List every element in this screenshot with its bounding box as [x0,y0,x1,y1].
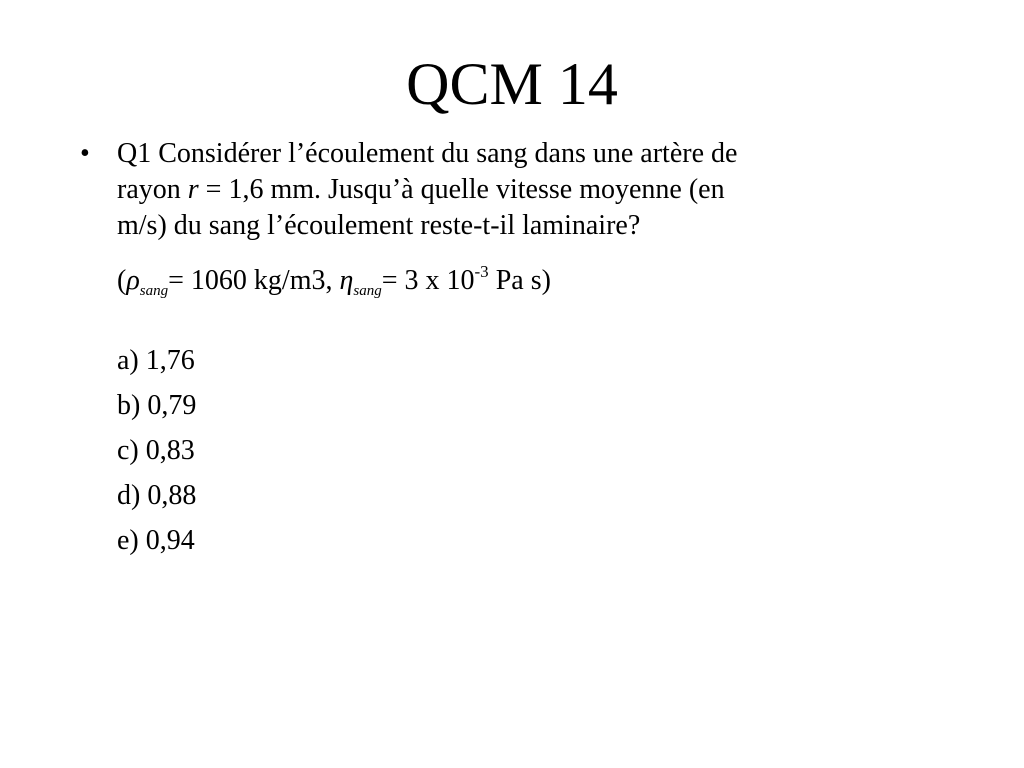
viscosity-unit: Pa s) [488,265,551,296]
physical-parameters [117,254,551,309]
radius-variable: r [187,174,199,205]
question-line-3: m/s) du sang l’écoulement reste-t-il laminaire? [117,210,641,241]
answer-option-c: c) 0,83 [117,435,195,466]
answer-option-d: d) 0,88 [117,480,197,511]
viscosity-value: = 3 x 10 [381,265,475,296]
density-value: = 1060 kg/m3, [168,265,340,296]
bullet-point: • [80,138,90,169]
answer-option-e: e) 0,94 [117,525,195,556]
rho-subscript: sang [139,283,169,299]
question-line-2-end: = 1,6 mm. Jusqu’à quelle vitesse moyenne (en [198,174,725,205]
eta-subscript: sang [353,283,382,299]
eta-symbol: η [339,265,354,296]
slide-title: QCM 14 [406,51,618,117]
question-line-2-start: rayon [117,174,188,205]
answer-option-b: b) 0,79 [117,390,197,421]
viscosity-exponent: -3 [474,262,489,281]
rho-symbol: ρ [126,265,140,296]
answer-options [117,343,196,568]
question-line-2 [117,172,917,208]
question-text [117,136,917,244]
open-paren: ( [117,265,127,296]
question-line-1: Q1 Considérer l’écoulement du sang dans une artère de [117,138,738,169]
answer-option-a: a) 1,76 [117,345,195,376]
